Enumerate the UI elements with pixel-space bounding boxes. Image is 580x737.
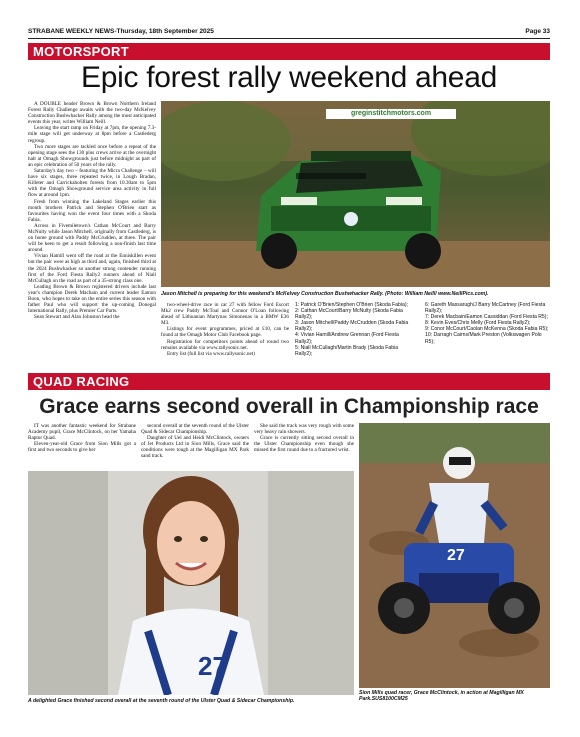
article-paragraph: two-wheel-drive race in car 27 with fellow Ford Escort Mk2 crew Paddy McToal and Connor O'Loan following ahead of Lithuanian Martynas Simonenas in a BMW E36 M3. [161, 302, 289, 327]
grace-portrait-caption: A delighted Grace finished second overall at the seventh round of the Ulster Quad & Sidecar Championship. [28, 698, 295, 704]
article-paragraph: Registration for competitors points ahead of round two remains available via www.rallysonic.net. [161, 338, 289, 351]
article-paragraph: A DOUBLE header Brown & Brown Northern Ireland Forest Rally Challenge awaits with the two-day McKelvey Construction Bushwhacker Rally among the most anticipated events this year, writes William Neill. [28, 101, 156, 126]
quad-action-caption: Sion Mills quad racer, Grace McClintock, in action at Magilligan MX Park.SUS8100CM25 [359, 690, 524, 702]
rally-car-illustration [161, 101, 550, 287]
entry-list-item: 10: Darragh Cairns/Mark Preston (Volkswagen Polo R5); [425, 332, 542, 345]
article-paragraph: Leading Brown & Brown registered drivers include last year's champion Derek Macbain and current leader Eamon Boon, who hopes to take on the entire series this season with father Paul who will support the up-coming Donegal International Rally, plus Premier Car Parts. [28, 283, 156, 315]
article-paragraph: She said the track was very rough with some very heavy rain showers. [254, 423, 354, 436]
headline-rally: Epic forest rally weekend ahead [81, 61, 497, 94]
article-paragraph: Vivian Hamill went off the road at the Enniskillen event but the pair were as high as third and, again, finished third at the 2024 Bushwhacker so another strong contender running first of the Ford Fiesta Rally2 runners ahead of Niall McCullagh on the road as part of a 35-strong class one. [28, 253, 156, 284]
entry-list-part-2 [425, 302, 550, 345]
entry-list-item: 3: Jason Mitchell/Paddy McCrudden (Skoda Fabia Rally2); [295, 320, 409, 333]
article-column-1 [28, 101, 156, 371]
entry-list-part-1 [295, 302, 415, 357]
entry-list-item: 8: Kevin Eves/Chris Melly (Ford Fiesta Rally2); [425, 320, 531, 327]
quad-article-column-2 [141, 423, 249, 471]
entry-list-item: 5: Niall McCullagh/Martin Brady (Skoda Fabia Rally2); [295, 344, 399, 357]
article-column-2 [161, 302, 289, 370]
quad-number-plate: 27 [447, 547, 465, 564]
grace-portrait-illustration [28, 471, 354, 695]
article-paragraph: Listings for event programmes, priced at £10, can be found at the Omagh Motor Club Facebook page. [161, 326, 289, 339]
jersey-number: 27 [198, 651, 227, 681]
entry-list-item: 7: Derek Macbain/Eamon Cassiddan (Ford Fiesta R5); [425, 314, 548, 321]
article-paragraph: Across in Fivemiletown's Cathan McCourt and Barry McNulty while Jason Mitchell, originally from Castlederg, is on home ground with Paddy McCrudden, at three. The pair will be keen to get a result following a non-finish last time around. [28, 222, 156, 254]
article-paragraph: Saturday's day two – featuring the Micra Challenge – will have six stages, three repeated twice, in Lough Bradan, Killeter and Carrickaholten forests from 10.30am to 5pm with the Omagh Showground service area activity in full flow at around 1pm. [28, 168, 156, 199]
entry-list-item: 1: Patrick O'Brien/Stephen O'Brien (Skoda Fabia); [295, 302, 408, 308]
section-label-motorsport: MOTORSPORT [28, 43, 550, 60]
entry-list-item: 9: Conor McCourt/Caolan McKenna (Skoda Fabia R5); [425, 326, 549, 333]
quad-article-column-3 [254, 423, 354, 471]
entry-list-item: 4: Vivian Hamill/Andrew Grennan (Ford Fiesta Rally2); [295, 332, 399, 345]
rally-photo-caption: Jason Mitchell is preparing for this weekend's McKelvey Construction Bushwhacker Rally. (Photo: William Neill/ www.NeillPics.com). [161, 291, 489, 297]
quad-article-column-1 [28, 423, 136, 471]
article-paragraph: Grace is currently sitting second overall in the Ulster Championship even though she missed the first round due to a fractured wrist. [254, 435, 354, 454]
grace-portrait-photo [28, 471, 354, 695]
article-paragraph: Eleven-year-old Grace from Sion Mills got a first and two seconds to give her [28, 441, 136, 454]
headline-grace: Grace earns second overall in Championship race [39, 395, 539, 418]
car-windscreen-banner: greginstitchmotors.com [326, 109, 456, 119]
article-paragraph: Daughter of Uel and Heidi McClintock, owners of Jet Products Ltd in Sion Mills, Grace said the conditions were tough at the Magilligan MX Park sand track. [141, 435, 249, 460]
page-number: Page 33 [525, 28, 550, 35]
entry-list-item: 6: Gareth Massarugh/J Barry McCartney (Ford Fiesta Rally2); [425, 302, 546, 315]
article-paragraph: Entry list (full list via www.rallysonic.net) [167, 350, 255, 357]
quad-action-photo [359, 423, 550, 688]
masthead-title: STRABANE WEEKLY NEWS-Thursday, 18th September 2025 [28, 28, 214, 35]
masthead [28, 26, 550, 39]
article-paragraph: Leaving the start ramp on Friday at 7pm, the opening 7.3-mile stage will get underway at 8pm before a Castlederg regroup. [28, 125, 156, 144]
article-paragraph: second overall at the seventh round of the Ulster Quad & Sidecar Championship. [141, 423, 249, 436]
article-paragraph: IT was another fantastic weekend for Strabane Academy pupil, Grace McClintock, on her Yamaha Raptor Quad. [28, 423, 136, 442]
rally-car-photo [161, 101, 550, 287]
entry-list-item: 2: Cathan McCourt/Barry McNulty (Skoda Fabia Rally2); [295, 308, 403, 321]
section-label-quad-racing: QUAD RACING [28, 373, 550, 390]
article-paragraph: Sean Stewart and Alan Johnston head the [34, 314, 120, 321]
article-paragraph: Fresh from winning the Lakeland Stages earlier this month brothers Patrick and Stephen O'Brien start as favourites having won the event four times with a Skoda Fabia. [28, 198, 156, 223]
article-paragraph: Two more stages are tackled once before a repeat of the opening stage sees the 130 plus crews arrive at the overnight halt at Omagh Showgrounds just before midnight as part of an epic celebration of 50 years of the rally. [28, 143, 156, 168]
